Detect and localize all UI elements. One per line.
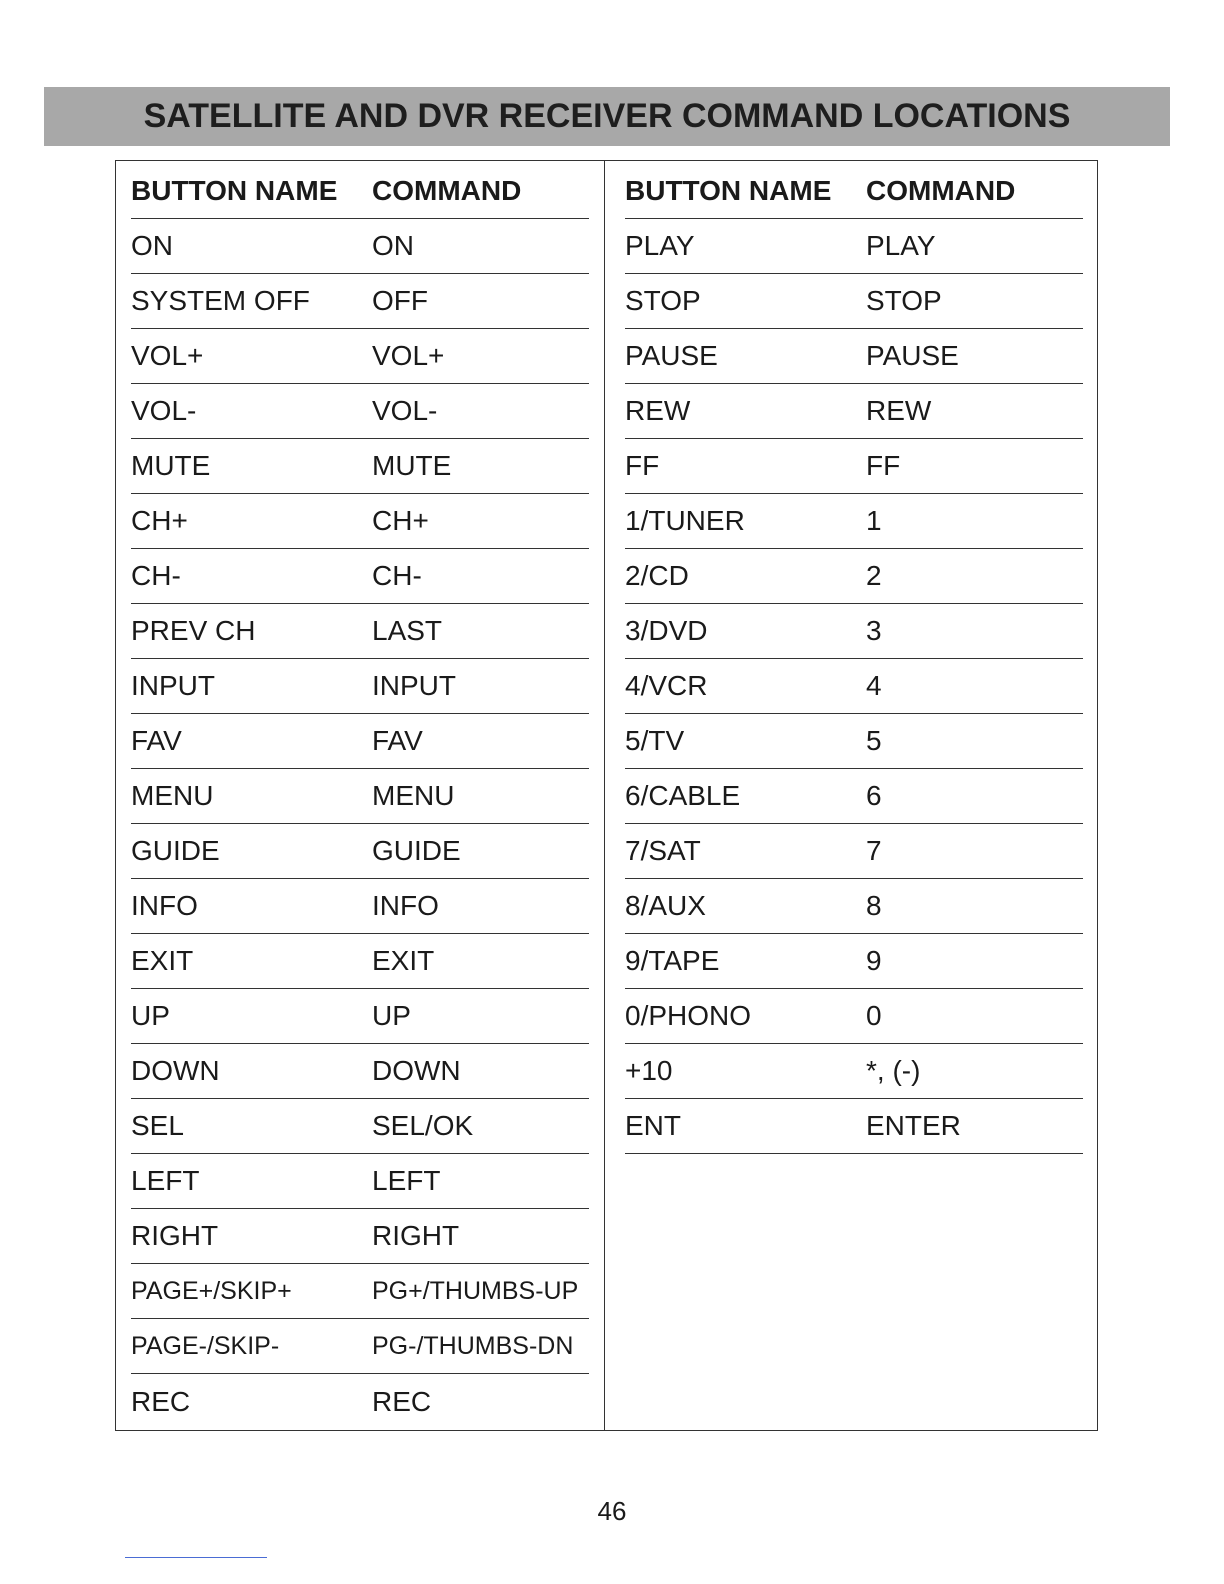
command: *, (-) — [866, 1055, 921, 1086]
command: SEL/OK — [372, 1110, 474, 1141]
table-row — [625, 769, 1083, 824]
command: VOL+ — [372, 340, 445, 371]
table-row — [625, 384, 1083, 439]
table-row — [131, 1154, 589, 1209]
table-row — [625, 659, 1083, 714]
table-row — [625, 274, 1083, 329]
button-name: 7/SAT — [625, 835, 701, 866]
table-row — [131, 274, 589, 329]
table-row — [131, 824, 589, 879]
command: 8 — [866, 890, 882, 921]
command: DOWN — [372, 1055, 461, 1086]
command: 4 — [866, 670, 882, 701]
button-name: ON — [131, 230, 173, 261]
table-row — [625, 879, 1083, 934]
button-name: 6/CABLE — [625, 780, 741, 811]
page-number: 46 — [597, 1496, 627, 1526]
button-name: PLAY — [625, 230, 695, 261]
button-name: FF — [625, 450, 660, 481]
command: EXIT — [372, 945, 435, 976]
button-name: 2/CD — [625, 560, 689, 591]
table-row — [131, 604, 589, 659]
command: 5 — [866, 725, 882, 756]
button-name: 3/DVD — [625, 615, 708, 646]
table-row — [131, 714, 589, 769]
table-header — [625, 163, 1083, 219]
command: PAUSE — [866, 340, 959, 371]
table-row — [131, 1264, 589, 1319]
command: 0 — [866, 1000, 882, 1031]
button-name: SYSTEM OFF — [131, 285, 310, 316]
button-name: EXIT — [131, 945, 194, 976]
button-name: INFO — [131, 890, 198, 921]
button-name: VOL+ — [131, 340, 204, 371]
button-name: +10 — [625, 1055, 673, 1086]
command: PG+/THUMBS-UP — [372, 1276, 579, 1305]
button-name: 1/TUNER — [625, 505, 745, 536]
table-row — [625, 989, 1083, 1044]
command: INFO — [372, 890, 439, 921]
page-title: SATELLITE AND DVR RECEIVER COMMAND LOCATIONS — [143, 97, 1071, 135]
table-row — [131, 989, 589, 1044]
button-name: GUIDE — [131, 835, 220, 866]
command: 9 — [866, 945, 882, 976]
table-row — [131, 934, 589, 989]
command: ENTER — [866, 1110, 961, 1141]
table-row — [131, 549, 589, 604]
command: MUTE — [372, 450, 452, 481]
button-name: RIGHT — [131, 1220, 219, 1251]
button-name: LEFT — [131, 1165, 200, 1196]
command: PG-/THUMBS-DN — [372, 1331, 574, 1360]
table-row — [625, 824, 1083, 879]
button-name: PAGE-/SKIP- — [131, 1331, 280, 1360]
table-row — [625, 439, 1083, 494]
table-row — [131, 659, 589, 714]
button-name: 4/VCR — [625, 670, 708, 701]
column-divider — [604, 160, 605, 1431]
table-row — [131, 1209, 589, 1264]
command: CH- — [372, 560, 422, 591]
table-row — [131, 439, 589, 494]
button-name: SEL — [131, 1110, 184, 1141]
table-row — [131, 769, 589, 824]
table-row — [131, 1044, 589, 1099]
command: 1 — [866, 505, 882, 536]
command: REC — [372, 1385, 432, 1417]
table-row — [131, 1099, 589, 1154]
button-name: 5/TV — [625, 725, 685, 756]
command: VOL- — [372, 395, 438, 426]
command: INPUT — [372, 670, 456, 701]
button-name: 8/AUX — [625, 890, 706, 921]
button-name: PAGE+/SKIP+ — [131, 1276, 292, 1305]
header-button-name: BUTTON NAME — [625, 174, 832, 206]
button-name: MUTE — [131, 450, 211, 481]
command: 6 — [866, 780, 882, 811]
command: OFF — [372, 285, 428, 316]
table-row — [131, 219, 589, 274]
table-row — [625, 714, 1083, 769]
command: LEFT — [372, 1165, 441, 1196]
table-row — [625, 329, 1083, 384]
button-name: REC — [131, 1385, 191, 1417]
button-name: STOP — [625, 285, 701, 316]
command: CH+ — [372, 505, 429, 536]
command: GUIDE — [372, 835, 461, 866]
footer-link-line — [125, 1557, 267, 1558]
button-name: MENU — [131, 780, 214, 811]
command: UP — [372, 1000, 411, 1031]
table-row — [131, 1374, 589, 1429]
table-row — [625, 1044, 1083, 1099]
button-name: REW — [625, 395, 691, 426]
button-name: FAV — [131, 725, 182, 756]
table-row — [625, 549, 1083, 604]
table-row — [625, 934, 1083, 989]
command: FF — [866, 450, 901, 481]
header-button-name: BUTTON NAME — [131, 174, 338, 206]
table-header — [131, 163, 589, 219]
command: LAST — [372, 615, 443, 646]
button-name: 9/TAPE — [625, 945, 720, 976]
command: RIGHT — [372, 1220, 460, 1251]
command: PLAY — [866, 230, 936, 261]
button-name: 0/PHONO — [625, 1000, 752, 1031]
command: STOP — [866, 285, 942, 316]
command: ON — [372, 230, 414, 261]
table-row — [625, 494, 1083, 549]
button-name: CH+ — [131, 505, 188, 536]
button-name: UP — [131, 1000, 170, 1031]
button-name: CH- — [131, 560, 181, 591]
button-name: INPUT — [131, 670, 215, 701]
table-row — [625, 219, 1083, 274]
right-column — [625, 163, 1083, 1154]
button-name: VOL- — [131, 395, 197, 426]
table-row — [131, 329, 589, 384]
button-name: PAUSE — [625, 340, 718, 371]
table-row — [131, 1319, 589, 1374]
left-column — [131, 163, 589, 1429]
button-name: PREV CH — [131, 615, 256, 646]
command: 7 — [866, 835, 882, 866]
table-row — [625, 604, 1083, 659]
header-command: COMMAND — [372, 174, 522, 206]
table-row — [131, 494, 589, 549]
table-row — [625, 1099, 1083, 1154]
command: MENU — [372, 780, 455, 811]
title-banner — [44, 87, 1170, 146]
header-command: COMMAND — [866, 174, 1016, 206]
command: 3 — [866, 615, 882, 646]
button-name: ENT — [625, 1110, 681, 1141]
command: FAV — [372, 725, 423, 756]
command: REW — [866, 395, 932, 426]
table-row — [131, 879, 589, 934]
table-row — [131, 384, 589, 439]
button-name: DOWN — [131, 1055, 220, 1086]
command: 2 — [866, 560, 882, 591]
